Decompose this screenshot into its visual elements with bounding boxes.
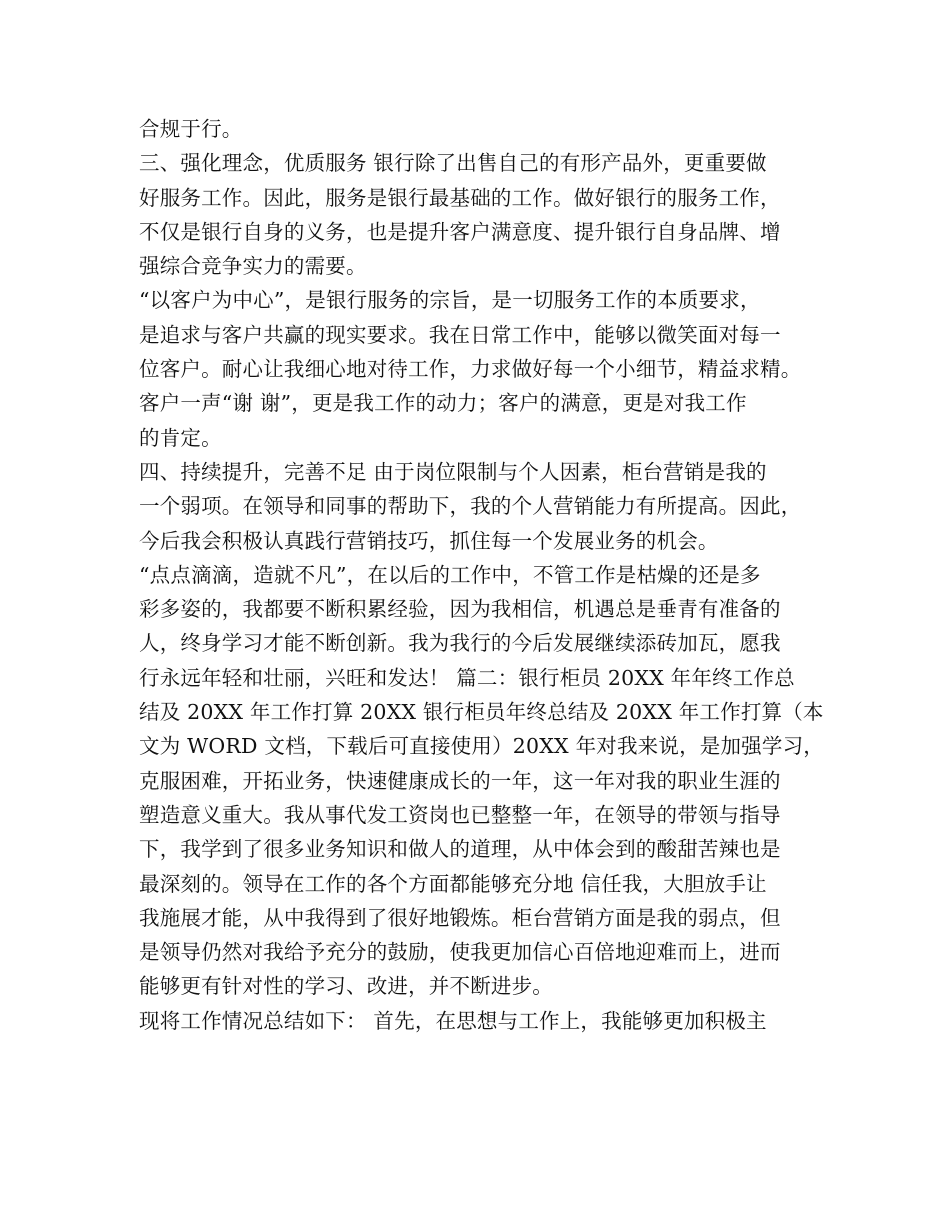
text-line: 塑造意义重大。我从事代发工资岗也已整整一年，在领导的带领与指导 xyxy=(139,802,781,827)
text-line: 彩多姿的，我都要不断积累经验，因为我相信，机遇总是垂青有准备的 xyxy=(139,597,781,622)
text-line: 是追求与客户共赢的现实要求。我在日常工作中，能够以微笑面对每一 xyxy=(139,322,781,347)
text-line: 位客户。耐心让我细心地对待工作，力求做好每一个小细节，精益求精。 xyxy=(139,357,802,382)
text-line: 我施展才能，从中我得到了很好地锻炼。柜台营销方面是我的弱点，但 xyxy=(139,905,781,930)
text-line: 不仅是银行自身的义务，也是提升客户满意度、提升银行自身品牌、增 xyxy=(139,219,781,244)
text-line: 四、持续提升，完善不足 由于岗位限制与个人因素，柜台营销是我的 xyxy=(139,459,767,484)
text-line: 合规于行。 xyxy=(139,117,243,141)
text-line: 今后我会积极认真践行营销技巧，抓住每一个发展业务的机会。 xyxy=(139,528,719,553)
text-line: 人，终身学习才能不断创新。我为我行的今后发展继续添砖加瓦，愿我 xyxy=(139,631,781,656)
text-line: 最深刻的。领导在工作的各个方面都能够充分地 信任我，大胆放手让 xyxy=(139,871,767,896)
text-line: 文为 WORD 文档，下载后可直接使用）20XX 年对我来说，是加强学习， xyxy=(139,734,824,759)
text-line: “点点滴滴，造就不凡”，在以后的工作中，不管工作是枯燥的还是多 xyxy=(139,562,761,587)
text-line: 客户一声“谢 谢”，更是我工作的动力；客户的满意，更是对我工作 xyxy=(139,391,747,416)
text-line: 现将工作情况总结如下： 首先，在思想与工作上，我能够更加积极主 xyxy=(139,1008,767,1033)
document-body xyxy=(139,112,829,1038)
text-line: 强综合竞争实力的需要。 xyxy=(139,254,367,279)
text-line: 好服务工作。因此，服务是银行最基础的工作。做好银行的服务工作， xyxy=(139,185,781,210)
text-line: “以客户为中心”，是银行服务的宗旨，是一切服务工作的本质要求， xyxy=(139,288,761,313)
text-line: 能够更有针对性的学习、改进，并不断进步。 xyxy=(139,974,553,999)
text-line: 是领导仍然对我给予充分的鼓励，使我更加信心百倍地迎难而上，进而 xyxy=(139,940,781,965)
text-line: 三、强化理念，优质服务 银行除了出售自己的有形产品外，更重要做 xyxy=(139,151,767,176)
text-line: 结及 20XX 年工作打算 20XX 银行柜员年终总结及 20XX 年工作打算（本 xyxy=(139,700,824,725)
text-line: 下，我学到了很多业务知识和做人的道理，从中体会到的酸甜苦辣也是 xyxy=(139,837,781,862)
text-line: 一个弱项。在领导和同事的帮助下，我的个人营销能力有所提高。因此， xyxy=(139,494,802,519)
text-line: 克服困难，开拓业务，快速健康成长的一年，这一年对我的职业生涯的 xyxy=(139,768,781,793)
text-line: 的肯定。 xyxy=(139,425,222,450)
text-line: 行永远年轻和壮丽，兴旺和发达！ 篇二：银行柜员 20XX 年年终工作总 xyxy=(139,665,795,690)
